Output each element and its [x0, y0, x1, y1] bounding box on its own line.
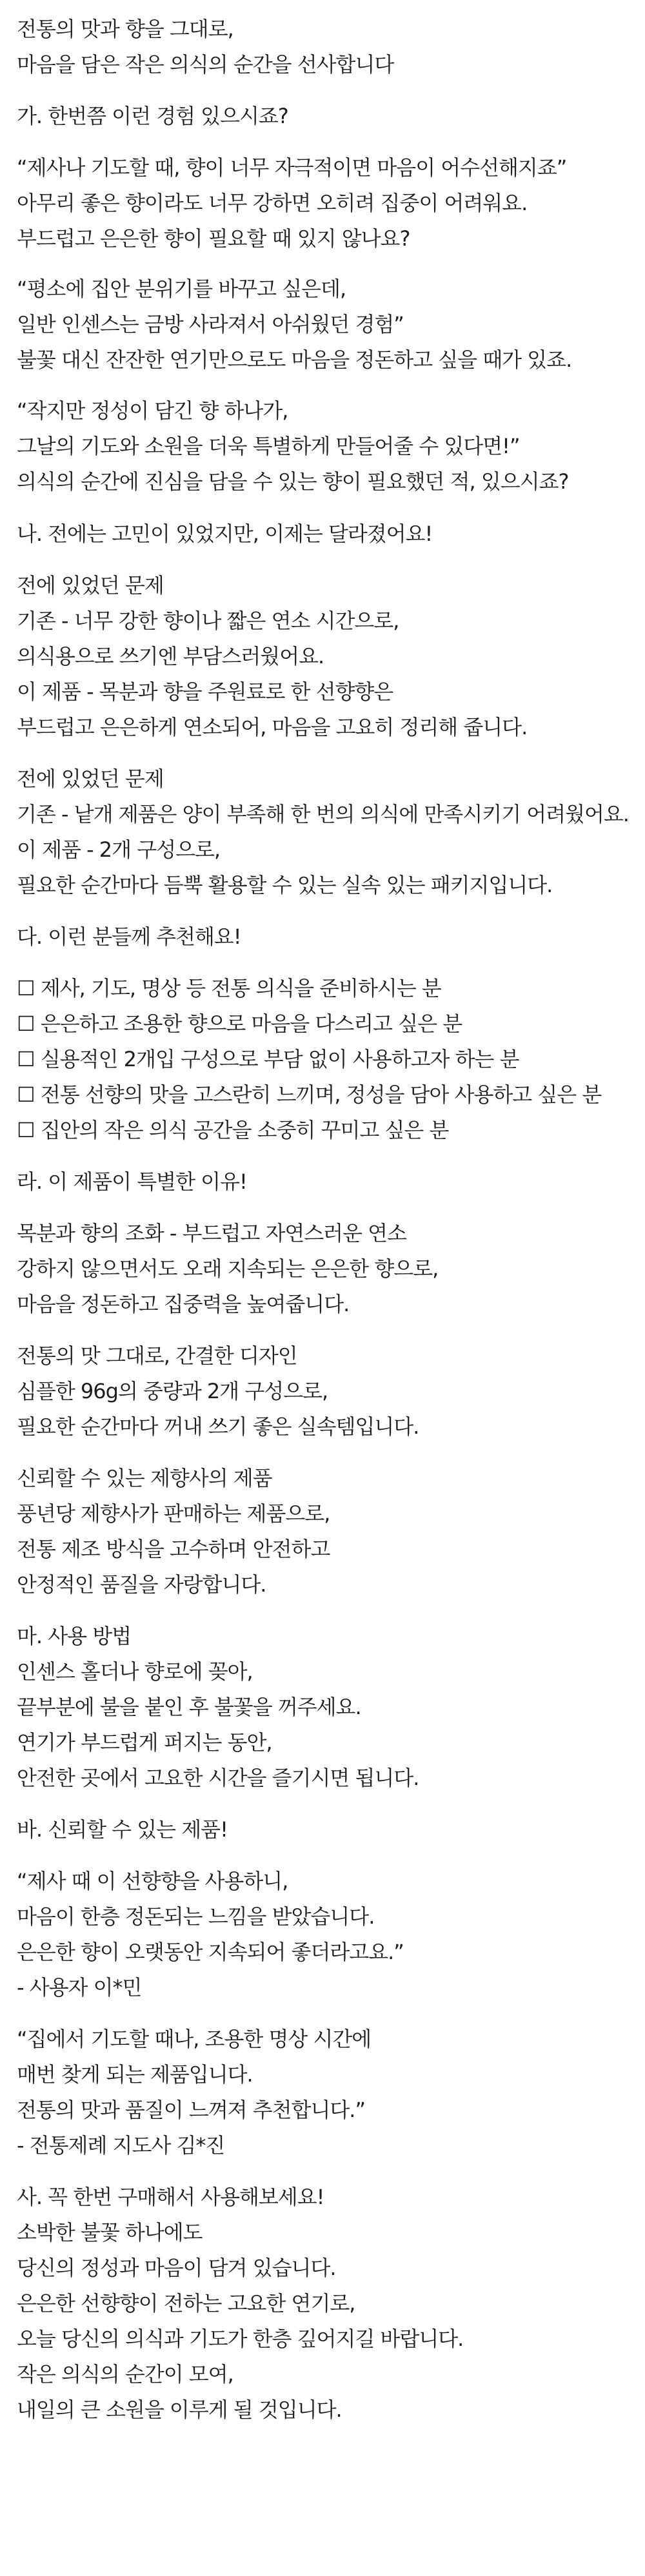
- body-line: 이 제품 - 2개 구성으로,: [17, 837, 221, 862]
- feature-title: 전통의 맛 그대로, 간결한 디자인: [17, 1343, 297, 1368]
- review-line: “제사 때 이 선향향을 사용하니,: [17, 1869, 288, 1893]
- body-line: 풍년당 제향사가 판매하는 제품으로,: [17, 1501, 330, 1526]
- body-line: 필요한 순간마다 꺼내 쓰기 좋은 실속템입니다.: [17, 1414, 419, 1439]
- quote-line: 일반 인센스는 금방 사라져서 아쉬웠던 경험”: [17, 312, 404, 337]
- body-line: 내일의 큰 소원을 이루게 될 것입니다.: [17, 2397, 342, 2422]
- body-line: 심플한 96g의 중량과 2개 구성으로,: [17, 1379, 328, 1403]
- body-line: 의식용으로 쓰기엔 부담스러웠어요.: [17, 644, 324, 668]
- body-line: 의식의 순간에 진심을 담을 수 있는 향이 필요했던 적, 있으시죠?: [17, 469, 569, 494]
- body-line: 부드럽고 은은한 향이 필요할 때 있지 않나요?: [17, 226, 410, 251]
- checklist-item: ☐ 제사, 기도, 명상 등 전통 의식을 준비하시는 분: [17, 976, 441, 1000]
- section-heading: 나. 전에는 고민이 있었지만, 이제는 달라졌어요!: [17, 522, 433, 546]
- body-line: 기존 - 너무 강한 향이나 짧은 연소 시간으로,: [17, 609, 399, 633]
- review-line: “집에서 기도할 때나, 조용한 명상 시간에: [17, 2027, 372, 2051]
- body-line: 오늘 당신의 의식과 기도가 한층 깊어지길 바랍니다.: [17, 2327, 464, 2351]
- body-line: 이 제품 - 목분과 향을 주원료로 한 선향향은: [17, 679, 393, 704]
- review-line: 매번 찾게 되는 제품입니다.: [17, 2062, 253, 2087]
- review-line: 전통의 맛과 품질이 느껴져 추천합니다.”: [17, 2098, 366, 2122]
- intro-line: 전통의 맛과 향을 그대로,: [17, 17, 233, 41]
- body-line: 안정적인 품질을 자랑합니다.: [17, 1572, 266, 1597]
- section-heading: 마. 사용 방법: [17, 1624, 132, 1648]
- review-line: 마음이 한층 정돈되는 느낌을 받았습니다.: [17, 1904, 375, 1929]
- checklist-item: ☐ 전통 선향의 맛을 고스란히 느끼며, 정성을 담아 사용하고 싶은 분: [17, 1082, 602, 1107]
- section-heading: 가. 한번쯤 이런 경험 있으시죠?: [17, 104, 288, 128]
- quote-line: “제사나 기도할 때, 향이 너무 자극적이면 마음이 어수선해지죠”: [17, 155, 567, 180]
- feature-title: 신뢰할 수 있는 제향사의 제품: [17, 1466, 272, 1490]
- checklist-item: ☐ 실용적인 2개입 구성으로 부담 없이 사용하고자 하는 분: [17, 1047, 519, 1071]
- problem-label: 전에 있었던 문제: [17, 573, 164, 598]
- section-heading: 라. 이 제품이 특별한 이유!: [17, 1169, 247, 1194]
- section-heading: 사. 꼭 한번 구매해서 사용해보세요!: [17, 2185, 324, 2209]
- quote-line: “평소에 집안 분위기를 바꾸고 싶은데,: [17, 277, 346, 301]
- body-line: 작은 의식의 순간이 모여,: [17, 2362, 233, 2386]
- body-line: 끝부분에 불을 붙인 후 불꽃을 꺼주세요.: [17, 1695, 361, 1719]
- body-line: 불꽃 대신 잔잔한 연기만으로도 마음을 정돈하고 싶을 때가 있죠.: [17, 347, 572, 372]
- body-line: 은은한 선향향이 전하는 고요한 연기로,: [17, 2291, 355, 2316]
- body-line: 필요한 순간마다 듬뿍 활용할 수 있는 실속 있는 패키지입니다.: [17, 873, 553, 897]
- body-line: 연기가 부드럽게 퍼지는 동안,: [17, 1730, 272, 1755]
- feature-title: 목분과 향의 조화 - 부드럽고 자연스러운 연소: [17, 1221, 406, 1245]
- body-line: 아무리 좋은 향이라도 너무 강하면 오히려 집중이 어려워요.: [17, 191, 528, 215]
- intro-line: 마음을 담은 작은 의식의 순간을 선사합니다: [17, 52, 394, 77]
- body-line: 당신의 정성과 마음이 담겨 있습니다.: [17, 2256, 336, 2280]
- body-line: 강하지 않으면서도 오래 지속되는 은은한 향으로,: [17, 1256, 439, 1281]
- body-line: 부드럽고 은은하게 연소되어, 마음을 고요히 정리해 줍니다.: [17, 715, 528, 739]
- checklist-item: ☐ 집안의 작은 의식 공간을 소중히 꾸미고 싶은 분: [17, 1118, 449, 1142]
- quote-line: “작지만 정성이 담긴 향 하나가,: [17, 398, 288, 423]
- checklist-item: ☐ 은은하고 조용한 향으로 마음을 다스리고 싶은 분: [17, 1011, 462, 1036]
- review-author: - 사용자 이*민: [17, 1975, 142, 2000]
- body-line: 인센스 홀더나 향로에 꽂아,: [17, 1659, 253, 1684]
- review-line: 은은한 향이 오랫동안 지속되어 좋더라고요.”: [17, 1940, 404, 1964]
- review-author: - 전통제례 지도사 김*진: [17, 2133, 225, 2158]
- body-line: 안전한 곳에서 고요한 시간을 즐기시면 됩니다.: [17, 1766, 419, 1790]
- body-line: 전통 제조 방식을 고수하며 안전하고: [17, 1537, 330, 1561]
- body-line: 기존 - 낱개 제품은 양이 부족해 한 번의 의식에 만족시키기 어려웠어요.: [17, 802, 629, 826]
- section-heading: 다. 이런 분들께 추천해요!: [17, 924, 241, 949]
- body-line: 마음을 정돈하고 집중력을 높여줍니다.: [17, 1292, 350, 1316]
- section-heading: 바. 신뢰할 수 있는 제품!: [17, 1817, 228, 1842]
- problem-label: 전에 있었던 문제: [17, 766, 164, 791]
- body-line: 소박한 불꽃 하나에도: [17, 2220, 203, 2245]
- quote-line: 그날의 기도와 소원을 더욱 특별하게 만들어줄 수 있다면!”: [17, 434, 520, 458]
